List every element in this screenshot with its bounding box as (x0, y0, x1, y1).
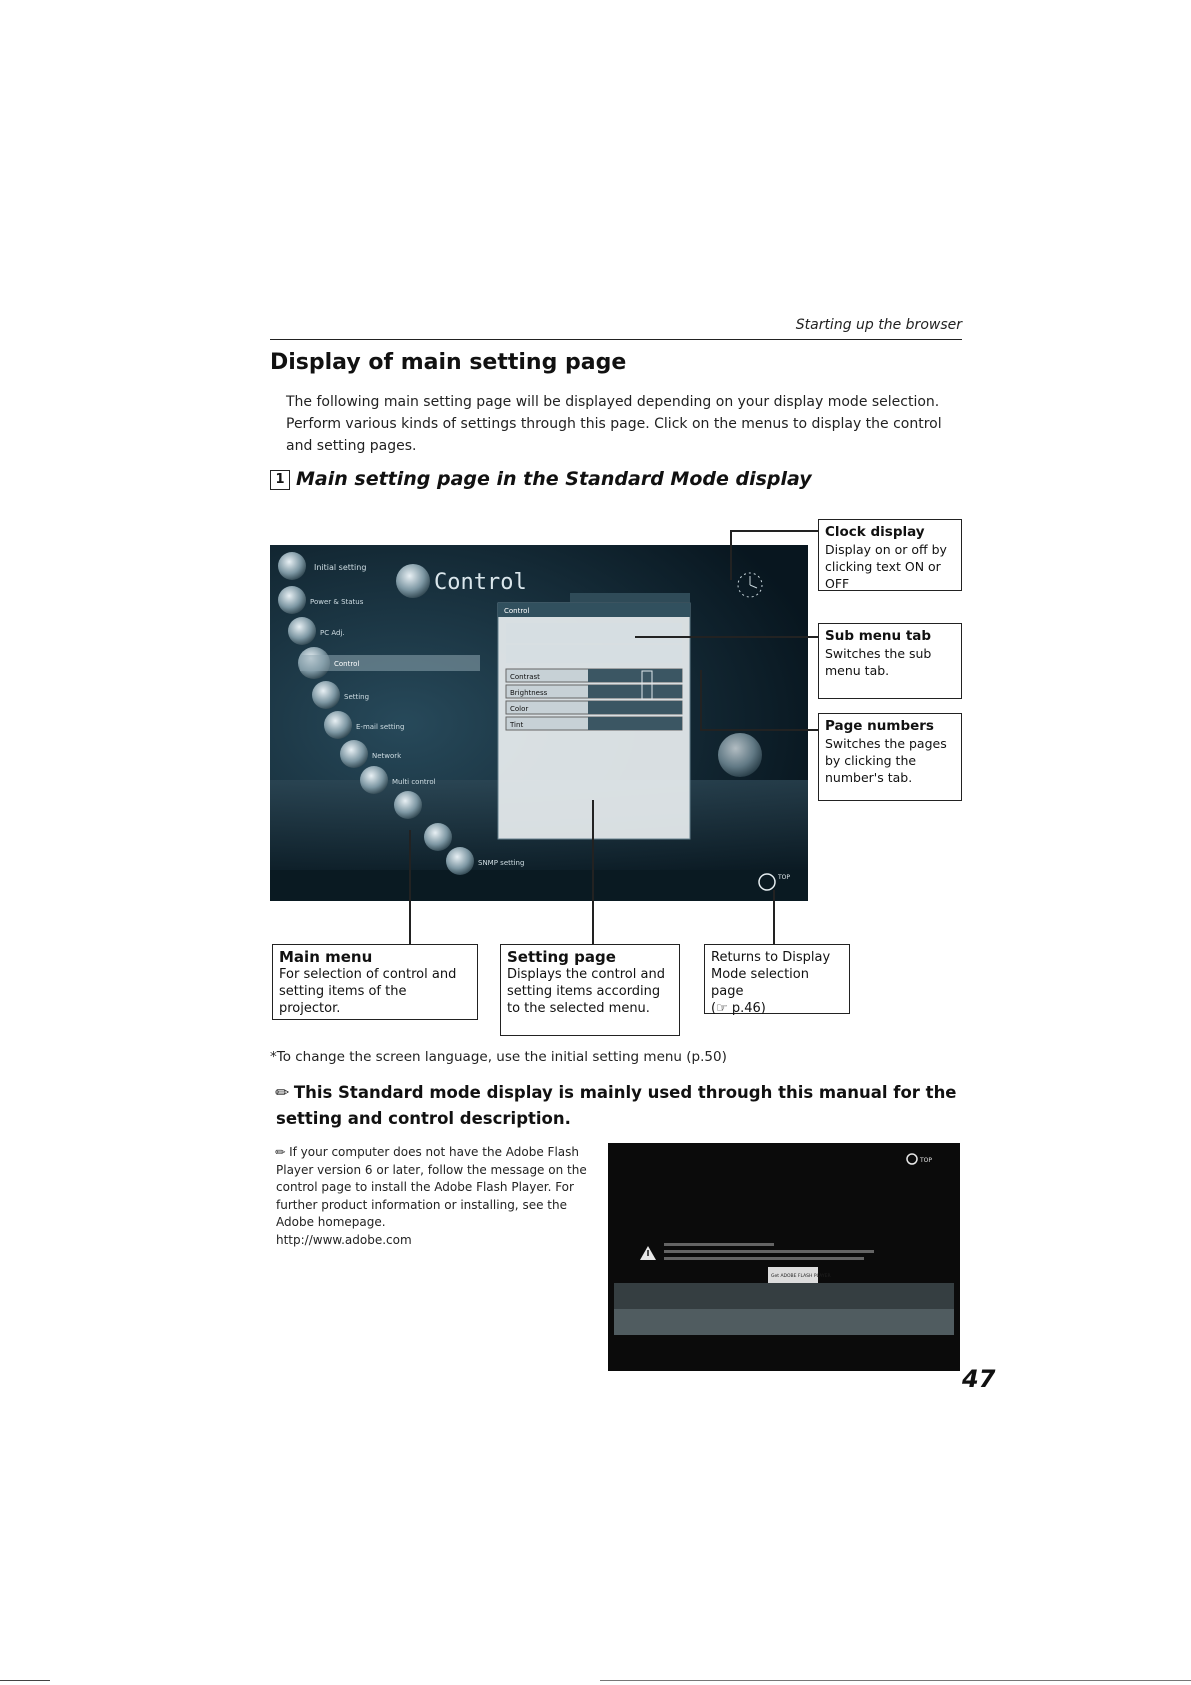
callout-setting-page-title: Setting page (507, 948, 616, 966)
menu-item-control[interactable]: Control (334, 660, 360, 668)
menu-item-multi-control[interactable]: Multi control (392, 778, 436, 786)
subsection-title: Main setting page in the Standard Mode display (296, 468, 812, 490)
setting-brightness[interactable]: Brightness (510, 689, 548, 697)
decorative-orb (718, 733, 762, 777)
running-header: Starting up the browser (795, 317, 962, 333)
menu-item-email-setting[interactable]: E-mail setting (356, 723, 405, 731)
callout-returns-ref: (☞ p.46) (711, 1001, 766, 1016)
callout-pages-title: Page numbers (825, 718, 934, 734)
callout-setting-page (500, 944, 680, 1036)
callout-sub-menu-tab (818, 623, 962, 699)
callout-main-menu-text: For selection of control and setting items of the projector. (279, 967, 457, 1016)
bottom-rule-left (0, 1680, 50, 1681)
flash-screenshot-canvas (608, 1143, 960, 1371)
pencil-icon: ✎ (270, 1081, 295, 1105)
clock-leader-v (730, 530, 732, 580)
pages-leader-v (700, 670, 702, 730)
note-main-text: This Standard mode display is mainly used through this manual for the setting and control description. (276, 1083, 957, 1128)
callout-returns-text: Returns to Display Mode selection page (711, 950, 831, 999)
clock-leader-h (730, 530, 820, 532)
pencil-icon-small: ✎ (271, 1143, 290, 1161)
setting-color[interactable]: Color (510, 705, 529, 713)
callout-clock-title: Clock display (825, 524, 925, 540)
callout-returns (704, 944, 850, 1014)
callout-main-menu-title: Main menu (279, 948, 373, 966)
flash-player-screenshot (608, 1143, 960, 1371)
page-number: 47 (962, 1365, 996, 1393)
returns-leader (773, 890, 775, 945)
menu-item-pc-adj[interactable]: PC Adj. (320, 629, 345, 637)
setting-tint[interactable]: Tint (510, 721, 524, 729)
callout-clock-text: Display on or off by clicking text ON or OFF (825, 542, 947, 591)
flash-top-label: TOP (920, 1157, 933, 1164)
main-menu-leader (409, 830, 411, 944)
note-main (270, 1080, 976, 1132)
intro-paragraph: The following main setting page will be displayed depending on your display mode selection. Perform various kinds of settings through this page. Click on the menus to display the control and setting pages. (286, 394, 942, 454)
pages-leader-h (700, 729, 820, 731)
adobe-url-link[interactable]: http://www.adobe.com (276, 1232, 412, 1247)
screenshot-title: Control (434, 570, 527, 595)
callout-submenu-title: Sub menu tab (825, 628, 932, 644)
menu-item-snmp-setting[interactable]: SNMP setting (478, 859, 525, 867)
screenshot-canvas (270, 545, 808, 901)
callout-main-menu (272, 944, 478, 1020)
footnote: *To change the screen language, use the initial setting menu (p.50) (270, 1049, 727, 1065)
submenu-tab-bar[interactable] (570, 593, 690, 602)
callout-pages-text: Switches the pages by clicking the number's tab. (825, 736, 947, 785)
menu-item-setting[interactable]: Setting (344, 693, 370, 701)
callout-submenu-text: Switches the sub menu tab. (825, 646, 932, 678)
setting-contrast[interactable]: Contrast (510, 673, 540, 681)
note-side-text: If your computer does not have the Adobe Flash Player version 6 or later, follow the message on the control page to install the Adobe Flash Player. For further product information or installing, see the Adobe homepage. (276, 1145, 587, 1229)
menu-item-power-status[interactable]: Power & Status (310, 598, 364, 606)
panel-tab-control[interactable]: Control (504, 607, 530, 615)
menu-item-initial-setting[interactable]: Initial setting (314, 563, 367, 572)
selected-menu-highlight (300, 655, 480, 671)
menu-item-network[interactable]: Network (372, 752, 402, 760)
note-side (271, 1143, 596, 1249)
callout-page-numbers (818, 713, 962, 801)
header-rule (270, 339, 962, 340)
callout-clock-display (818, 519, 962, 591)
subsection-number: 1 (270, 470, 290, 490)
standard-mode-screenshot (270, 545, 808, 901)
section-title: Display of main setting page (270, 350, 627, 375)
subsection-heading (270, 468, 812, 490)
callout-setting-page-text: Displays the control and setting items according to the selected menu. (507, 967, 665, 1016)
setting-page-leader (592, 800, 594, 944)
top-label: TOP (778, 874, 791, 881)
setting-panel (498, 593, 690, 839)
flash-badge-text: Get ADOBE FLASH PLAYER (771, 1274, 831, 1279)
submenu-leader (635, 636, 820, 638)
bottom-rule-right (600, 1680, 1191, 1681)
